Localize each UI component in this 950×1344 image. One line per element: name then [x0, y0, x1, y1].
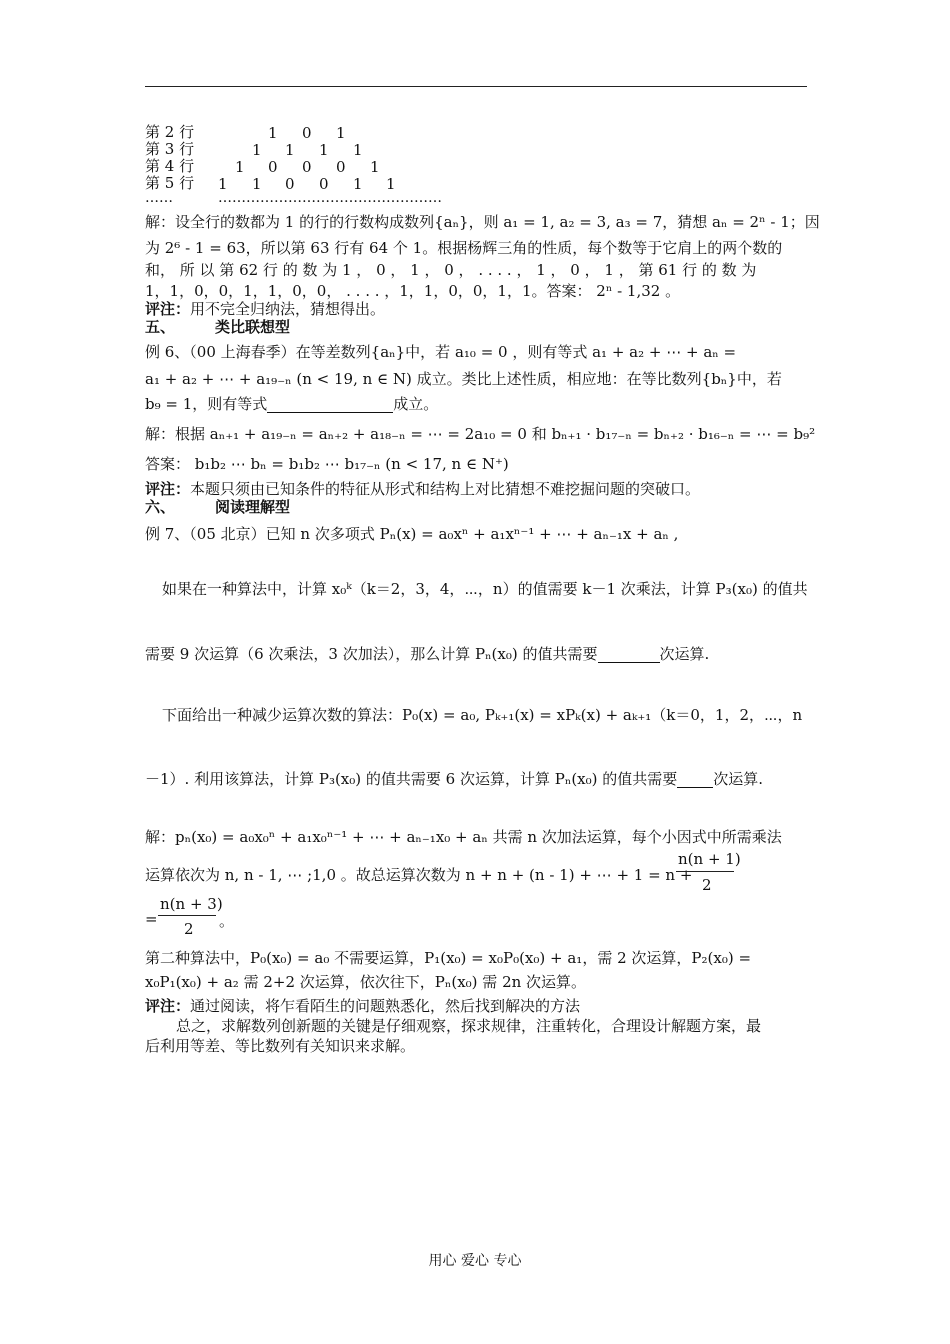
answer-blank [677, 773, 713, 788]
ellipsis-left: …… [145, 190, 173, 206]
fraction1-numerator: n(n + 1) [678, 850, 741, 868]
fraction2-bar [158, 915, 216, 916]
triangle-value: 1 [268, 124, 278, 142]
triangle-value: 0 [302, 158, 312, 176]
solution7-line4: 第二种算法中，P₀(x₀) = a₀ 不需要运算，P₁(x₀) = x₀P₀(x₀) + a₁，需 2 次运算，P₂(x₀) = [145, 949, 752, 967]
example6-comment [145, 480, 700, 498]
example7-line1: 例 7、（05 北京）已知 n 次多项式 Pₙ(x) = a₀xⁿ + a₁xⁿ⁻¹ + ⋯ + aₙ₋₁x + aₙ , [145, 525, 679, 543]
summary-line1: 总之，求解数列创新题的关键是仔细观察，探求规律，注重转化，合理设计解题方案，最 [176, 1017, 762, 1035]
fraction1-denominator: 2 [702, 876, 712, 894]
example7-line3-end: 次运算. [659, 645, 710, 663]
section-title: 阅读理解型 [215, 498, 291, 516]
section-number: 五、 [145, 318, 176, 336]
section5-heading [145, 318, 290, 336]
comment-text: 本题只须由已知条件的特征从形式和结构上对比猜想不难挖掘问题的突破口。 [190, 480, 701, 498]
solution7-line2: 运算依次为 n, n - 1, ⋯ ;1,0 。故总运算次数为 n + n + (n - 1) + ⋯ + 1 = n + [145, 866, 693, 884]
solution7-line5: x₀P₁(x₀) + a₂ 需 2+2 次运算，依次往下，Pₙ(x₀) 需 2n 次运算。 [145, 973, 587, 991]
example7-line2: 如果在一种算法中，计算 x₀ᵏ（k＝2，3，4，⋯，n）的值需要 k－1 次乘法，计算 P₃(x₀) 的值共 [162, 580, 808, 598]
comment-text: 用不完全归纳法，猜想得出。 [190, 300, 386, 318]
example6-line3-end: 成立。 [393, 395, 439, 413]
period: 。 [219, 912, 235, 930]
triangle-value: 1 [386, 175, 396, 193]
triangle-value: 0 [285, 175, 295, 193]
comment-label: 评注： [145, 480, 191, 498]
fraction2-numerator: n(n + 3) [160, 895, 223, 913]
row-label: 第 5 行 [145, 174, 195, 192]
example6-line3 [145, 395, 438, 413]
example7-line3 [145, 645, 709, 663]
example7-line4: 下面给出一种减少运算次数的算法：P₀(x) = a₀, Pₖ₊₁(x) = xPₖ(x) + aₖ₊₁（k＝0，1，2，⋯，n [162, 706, 803, 724]
summary-line2: 后利用等差、等比数列有关知识来求解。 [145, 1037, 416, 1055]
row-label: 第 2 行 [145, 123, 195, 141]
triangle-value: 1 [353, 175, 363, 193]
triangle-value: 0 [268, 158, 278, 176]
triangle-value: 0 [336, 158, 346, 176]
example7-line3-start: 需要 9 次运算（6 次乘法，3 次加法），那么计算 Pₙ(x₀) 的值共需要 [145, 645, 598, 663]
triangle-value: 1 [285, 141, 295, 159]
example7-line5-start: －1）. 利用该算法，计算 P₃(x₀) 的值共需要 6 次运算，计算 Pₙ(x₀) 的值共需要 [145, 770, 678, 788]
example6-answer: 答案： b₁b₂ ⋯ bₙ = b₁b₂ ⋯ b₁₇₋ₙ (n < 17, n ∈ N⁺) [145, 455, 509, 473]
triangle-value: 0 [302, 124, 312, 142]
solution7-line1: 解：pₙ(x₀) = a₀x₀ⁿ + a₁x₀ⁿ⁻¹ + ⋯ + aₙ₋₁x₀ + aₙ 共需 n 次加法运算，每个小因式中所需乘法 [145, 828, 782, 846]
section-title: 类比联想型 [215, 318, 291, 336]
triangle-row-3 [145, 141, 194, 158]
fraction1-bar [676, 871, 734, 872]
section6-heading [145, 498, 290, 516]
example6-line3-start: b₉ = 1，则有等式 [145, 395, 268, 413]
triangle-value: 0 [319, 175, 329, 193]
triangle-row-2 [145, 124, 194, 141]
triangle-value: 1 [218, 175, 228, 193]
row-label: 第 4 行 [145, 157, 195, 175]
triangle-value: 1 [319, 141, 329, 159]
page-footer: 用心 爱心 专心 [428, 1253, 522, 1269]
triangle-value: 1 [235, 158, 245, 176]
triangle-value: 1 [353, 141, 363, 159]
solution1-comment [145, 300, 385, 318]
section-number: 六、 [145, 498, 176, 516]
comment-label: 评注： [145, 300, 191, 318]
example6-solution: 解：根据 aₙ₊₁ + a₁₉₋ₙ = aₙ₊₂ + a₁₈₋ₙ = ⋯ = 2a₁₀ = 0 和 bₙ₊₁ · b₁₇₋ₙ = bₙ₊₂ · b₁₆₋ₙ = ⋯ = b₉² [145, 425, 816, 443]
triangle-value: 1 [336, 124, 346, 142]
equals-sign: = [145, 910, 158, 928]
example7-line5 [145, 770, 763, 788]
ellipsis-right: ………………………………………… [218, 190, 442, 206]
example6-line1: 例 6、（00 上海春季）在等差数列{aₙ}中，若 a₁₀ = 0 ，则有等式 a₁ + a₂ + ⋯ + aₙ = [145, 343, 737, 361]
solution1-line1: 解：设全行的数都为 1 的行的行数构成数列{aₙ}，则 a₁ = 1, a₂ = 3, a₃ = 7，猜想 aₙ = 2ⁿ - 1；因 [145, 213, 820, 231]
fraction2-denominator: 2 [184, 920, 194, 938]
example6-line2: a₁ + a₂ + ⋯ + a₁₉₋ₙ (n < 19, n ∈ N) 成立。类比上述性质，相应地：在等比数列{bₙ}中，若 [145, 370, 782, 388]
comment-text: 通过阅读，将乍看陌生的问题熟悉化，然后找到解决的方法 [190, 997, 581, 1015]
triangle-value: 1 [370, 158, 380, 176]
triangle-value: 1 [252, 175, 262, 193]
solution1-line3: 和， 所 以 第 62 行 的 数 为 1 ， 0 ， 1 ， 0 ， . . . . ， 1 ， 0 ， 1 ， 第 61 行 的 数 为 [145, 261, 757, 279]
triangle-value: 1 [252, 141, 262, 159]
triangle-row-4 [145, 158, 194, 175]
comment-label: 评注： [145, 997, 191, 1015]
answer-blank [598, 648, 660, 663]
example7-line5-end: 次运算. [713, 770, 764, 788]
solution1-line2: 为 2⁶ - 1 = 63，所以第 63 行有 64 个 1。根据杨辉三角的性质，每个数等于它肩上的两个数的 [145, 239, 783, 257]
answer-blank [267, 398, 393, 413]
solution7-comment [145, 997, 580, 1015]
solution1-line4: 1，1，0，0，1，1，0，0， . . . . ，1，1，0，0，1，1。答案： 2ⁿ - 1,32 。 [145, 282, 681, 300]
row-label: 第 3 行 [145, 140, 195, 158]
header-rule [145, 86, 807, 87]
